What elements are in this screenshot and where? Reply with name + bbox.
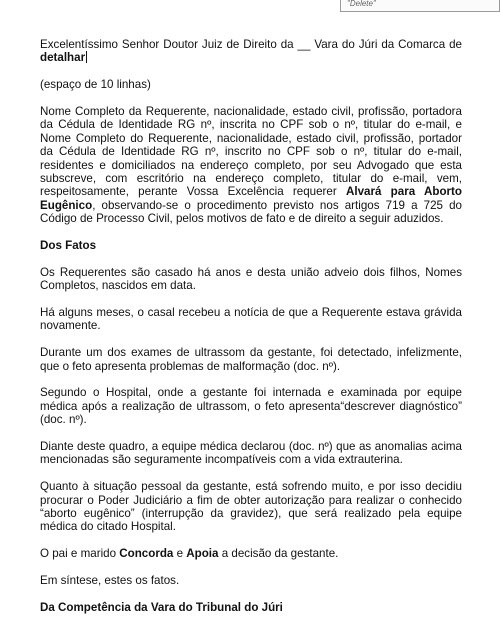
opening-bold: detalhar [40, 51, 86, 65]
fact7-text-c: e [173, 547, 187, 561]
fact-paragraph-4: Segundo o Hospital, onde a gestante foi internada e examinada por equipe médica após a realização de ultrassom, o feto apresenta“descrever diagnóstico” (doc. nº). [40, 386, 462, 427]
fact7-text-a: O pai e marido [40, 547, 120, 561]
qualification-text-end: , observando-se o procedimento previsto nos artigos 719 a 725 do Código de Processo Civil, pelos motivos de fato e de direito a seguir aduzidos. [40, 198, 462, 226]
facts-heading: Dos Fatos [40, 239, 97, 253]
opening-paragraph [40, 38, 462, 65]
fact7-bold-concorda: Concorda [119, 547, 174, 561]
comment-text: "Delete" [347, 0, 376, 8]
summary-paragraph: Em síntese, estes os fatos. [40, 574, 180, 588]
qualification-paragraph [40, 105, 462, 226]
document-body[interactable] [40, 38, 462, 628]
text-cursor [86, 51, 87, 63]
fact-paragraph-6: Quanto à situação pessoal da gestante, está sofrendo muito, e por isso decidiu procurar o Poder Judiciário a fim de obter autorização para realizar o conhecido “aborto eugênico” (interrupção da gravidez), que será realizado pela equipe médica do citado Hospital. [40, 480, 462, 534]
comment-balloon[interactable] [340, 0, 500, 12]
spacing-note: (espaço de 10 linhas) [40, 78, 151, 92]
competence-heading: Da Competência da Vara do Tribunal do Júri [40, 600, 283, 614]
fact7-text-e: a decisão da gestante. [218, 547, 339, 561]
fact-paragraph-2: Há alguns meses, o casal recebeu a notícia de que a Requerente estava grávida novamente. [40, 306, 462, 333]
qualification-bold: Alvará para Aborto Eugênico [40, 185, 462, 212]
fact7-bold-apoia: Apoia [186, 547, 219, 561]
fact-paragraph-7 [40, 547, 462, 560]
fact-paragraph-1: Os Requerentes são casado há anos e desta união adveio dois filhos, Nomes Completos, nascidos em data. [40, 265, 462, 293]
fact-paragraph-5: Diante deste quadro, a equipe médica declarou (doc. nº) que as anomalias acima mencionadas são seguramente incompatíveis com a vida extrauterina. [40, 440, 462, 467]
fact-paragraph-3: Durante um dos exames de ultrassom da gestante, foi detectado, infelizmente, que o feto apresenta problemas de malformação (doc. nº). [40, 346, 462, 373]
opening-text: Excelentíssimo Senhor Doutor Juiz de Direito da __ Vara do Júri da Comarca de [40, 38, 462, 51]
qualification-text: Nome Completo da Requerente, nacionalidade, estado civil, profissão, portadora da Cédula de Identidade RG nº, inscrita no CPF sob o nº, titular do e-mail, e Nome Completo do Requerente, nacionalidade, estado civil, profissão, portador da Cédula de Identidade RG nº, inscrito no CPF sob o nº, titular do e-mail, residentes e domiciliados na endereço completo, por seu Advogado que esta subscreve, com escritório na endereço completo, titular do e-mail, vem, respeitosamente, perante Vossa Excelência requerer [40, 105, 462, 199]
